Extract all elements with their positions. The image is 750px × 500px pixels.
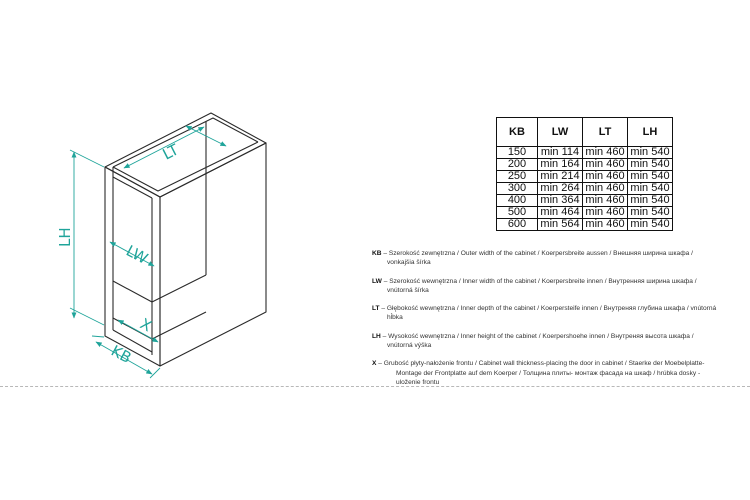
table-cell: 300 — [497, 183, 538, 195]
legend-item-kb — [372, 249, 717, 268]
table-cell: min 460 — [583, 159, 628, 171]
cabinet-outline — [105, 113, 266, 366]
cabinet-diagram — [0, 0, 370, 390]
table-header-lw: LW — [538, 118, 583, 147]
table-cell: min 460 — [583, 171, 628, 183]
table-cell: min 264 — [538, 183, 583, 195]
table-cell: min 364 — [538, 195, 583, 207]
lt-label: LT — [159, 140, 182, 164]
table-cell: min 540 — [628, 147, 673, 159]
legend-key: LT — [372, 305, 380, 313]
legend-text: – Głębokość wewnętrzna / Inner depth of the cabinet / Koerpersteife innen / Внутреняя глубина шкафа / vnútorná hĺbka — [379, 305, 717, 322]
table-cell: 400 — [497, 195, 538, 207]
table-row — [497, 219, 673, 231]
table-cell: 500 — [497, 207, 538, 219]
table-row — [497, 195, 673, 207]
table-row — [497, 147, 673, 159]
legend-text: – Wysokość wewnętrzna / Inner height of the cabinet / Koerpershoehe innen / Внутреняя высота шкафа / vnútorná výška — [380, 332, 694, 350]
table-cell: 200 — [497, 159, 538, 171]
table-cell: 150 — [497, 147, 538, 159]
table-row — [497, 183, 673, 195]
table-cell: min 460 — [583, 219, 628, 231]
table-cell: min 540 — [628, 207, 673, 219]
legend-key: KB — [372, 250, 382, 257]
table-header-row — [497, 118, 673, 147]
legend-key: LH — [372, 332, 381, 340]
dashed-divider — [0, 386, 750, 387]
table-cell: min 460 — [583, 183, 628, 195]
table-cell: min 114 — [538, 147, 583, 159]
table-cell: min 540 — [628, 183, 673, 195]
legend-key: LW — [372, 277, 382, 285]
legend-item-x — [372, 359, 717, 387]
table-row — [497, 159, 673, 171]
legend-text: – Szerokość wewnętrzna / Inner width of the cabinet / Koerpersbreite innen / Внутренняя ширина шкафа / vnútorná šírka — [381, 277, 697, 294]
kb-label: KB — [108, 341, 135, 367]
legend-item-lw — [372, 277, 717, 296]
legend-key: X — [372, 360, 377, 368]
legend-text: – Szerokość zewnętrzna / Outer width of the cabinet / Koerpersbreite aussen / Внешняя ширина шкафа / vonkajšia šírka — [381, 250, 693, 267]
table-cell: min 460 — [583, 195, 628, 207]
table-header-lh: LH — [628, 118, 673, 147]
dimensions-table — [496, 117, 673, 231]
table-cell: min 214 — [538, 171, 583, 183]
table-cell: min 164 — [538, 159, 583, 171]
lw-label: LW — [123, 241, 151, 268]
table-cell: min 540 — [628, 219, 673, 231]
table-cell: min 460 — [583, 147, 628, 159]
table-cell: min 540 — [628, 195, 673, 207]
table-cell: min 460 — [583, 207, 628, 219]
table-cell: min 540 — [628, 171, 673, 183]
legend-item-lt — [372, 304, 717, 323]
table-row — [497, 171, 673, 183]
table-cell: min 464 — [538, 207, 583, 219]
lh-label: LH — [56, 227, 74, 247]
dimension-legend — [372, 249, 717, 396]
legend-item-lh — [372, 332, 717, 351]
table-cell: 600 — [497, 219, 538, 231]
legend-text: – Grubość płyty-nałożenie frontu / Cabinet wall thickness-placing the door in cabinet / Staerke der Moebelplatte- Montage der Frontplatte auf dem Koerper / Толщина плиты- монтаж фасада на шкаф / hrúbka dosky - uloženie frontu — [376, 360, 705, 386]
table-row — [497, 207, 673, 219]
table-header-lt: LT — [583, 118, 628, 147]
table-cell: 250 — [497, 171, 538, 183]
table-header-kb: KB — [497, 118, 538, 147]
table-cell: min 564 — [538, 219, 583, 231]
table-cell: min 540 — [628, 159, 673, 171]
x-label: X — [137, 314, 155, 336]
